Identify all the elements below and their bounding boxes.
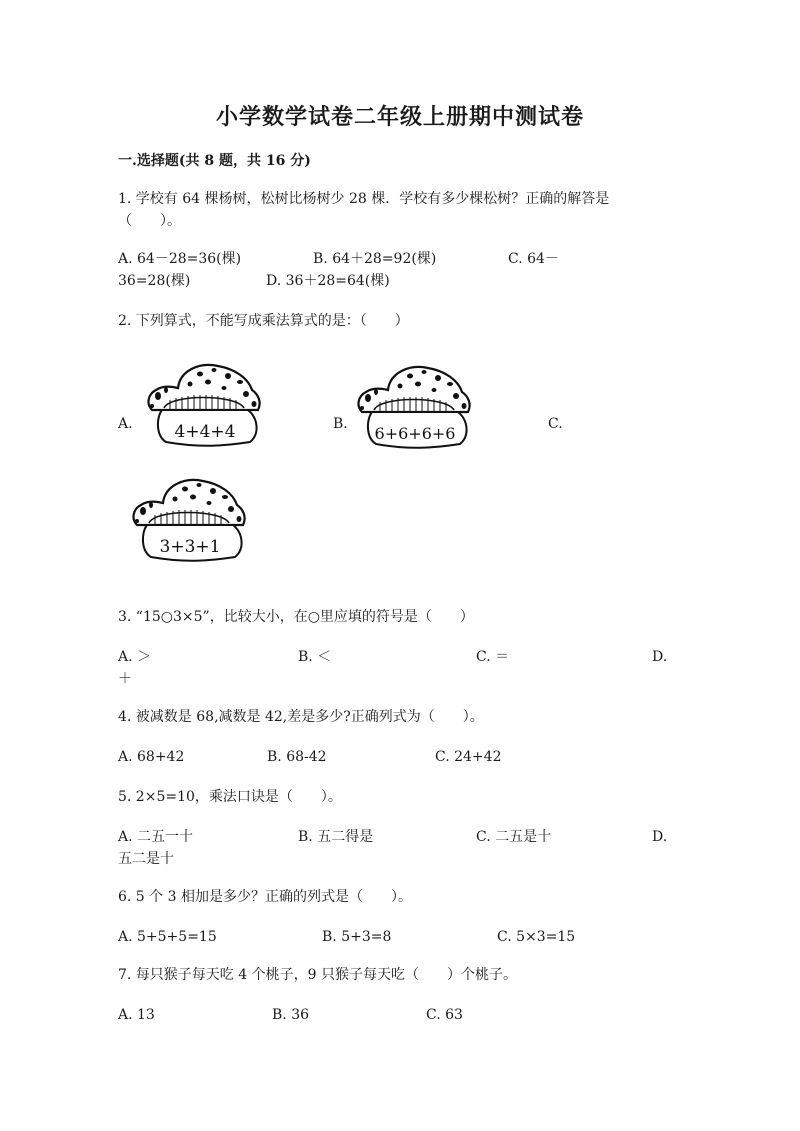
question-4-text: 4. 被减数是 68,减数是 42,差是多少?正确列式为（ ）。 [118, 709, 484, 725]
q5-option-a[interactable]: A. 二五一十 [118, 829, 194, 845]
question-6-text: 6. 5 个 3 相加是多少？正确的列式是（ ）。 [118, 889, 412, 905]
question-3-text: 3. “15○3×5”，比较大小，在○里应填的符号是（ ） [118, 609, 474, 625]
q6-option-b[interactable]: B. 5+3=8 [322, 929, 392, 945]
question-7-text: 7. 每只猴子每天吃 4 个桃子，9 只猴子每天吃（ ）个桃子。 [118, 967, 517, 983]
q3-option-d[interactable]: D. [652, 649, 668, 665]
q3-option-c[interactable]: C. ＝ [476, 649, 510, 665]
q4-option-a[interactable]: A. 68+42 [118, 749, 185, 765]
q6-option-c[interactable]: C. 5×3=15 [497, 929, 576, 945]
q2-option-b[interactable]: B. [333, 416, 348, 432]
q7-option-a[interactable]: A. 13 [118, 1007, 155, 1023]
q1-option-c-cont: 36=28(棵) [118, 273, 191, 289]
page-title: 小学数学试卷二年级上册期中测试卷 [215, 104, 584, 130]
q2-option-a[interactable]: A. [118, 416, 133, 432]
q5-option-c[interactable]: C. 二五是十 [476, 829, 552, 845]
section-heading: 一.选择题(共 8 题，共 16 分) [118, 153, 311, 169]
question-1-blank: （ ）。 [118, 213, 181, 229]
q1-option-a[interactable]: A. 64－28=36(棵) [118, 251, 242, 267]
q4-option-b[interactable]: B. 68-42 [267, 749, 327, 765]
q1-option-b[interactable]: B. 64＋28=92(棵) [313, 251, 437, 267]
q5-option-b[interactable]: B. 五二得是 [298, 829, 374, 845]
hat-illustration-c [125, 475, 255, 565]
q1-option-c[interactable]: C. 64－ [508, 251, 559, 267]
q7-option-c[interactable]: C. 63 [426, 1007, 463, 1023]
question-1-text: 1. 学校有 64 棵杨树，松树比杨树少 28 棵．学校有多少棵松树？正确的解答是 [118, 191, 610, 207]
hat-illustration-a [140, 360, 270, 450]
question-2-text: 2. 下列算式，不能写成乘法算式的是：（ ） [118, 313, 409, 329]
q5-option-d[interactable]: D. [652, 829, 668, 845]
q1-option-d[interactable]: D. 36＋28=64(棵) [266, 273, 390, 289]
q3-option-d-cont: ＋ [118, 671, 132, 687]
q3-option-b[interactable]: B. ＜ [298, 649, 332, 665]
hat-b-expression: 6+6+6+6 [374, 424, 456, 443]
q5-option-d-cont: 五二是十 [118, 851, 174, 867]
q7-option-b[interactable]: B. 36 [272, 1007, 310, 1023]
q3-option-a[interactable]: A. ＞ [118, 649, 152, 665]
hat-c-expression: 3+3+1 [159, 537, 221, 557]
question-5-text: 5. 2×5=10，乘法口诀是（ ）。 [118, 789, 342, 805]
q4-option-c[interactable]: C. 24+42 [435, 749, 502, 765]
q6-option-a[interactable]: A. 5+5+5=15 [118, 929, 217, 945]
hat-a-expression: 4+4+4 [174, 422, 236, 442]
hat-illustration-b [350, 362, 480, 452]
q2-option-c[interactable]: C. [548, 416, 563, 432]
